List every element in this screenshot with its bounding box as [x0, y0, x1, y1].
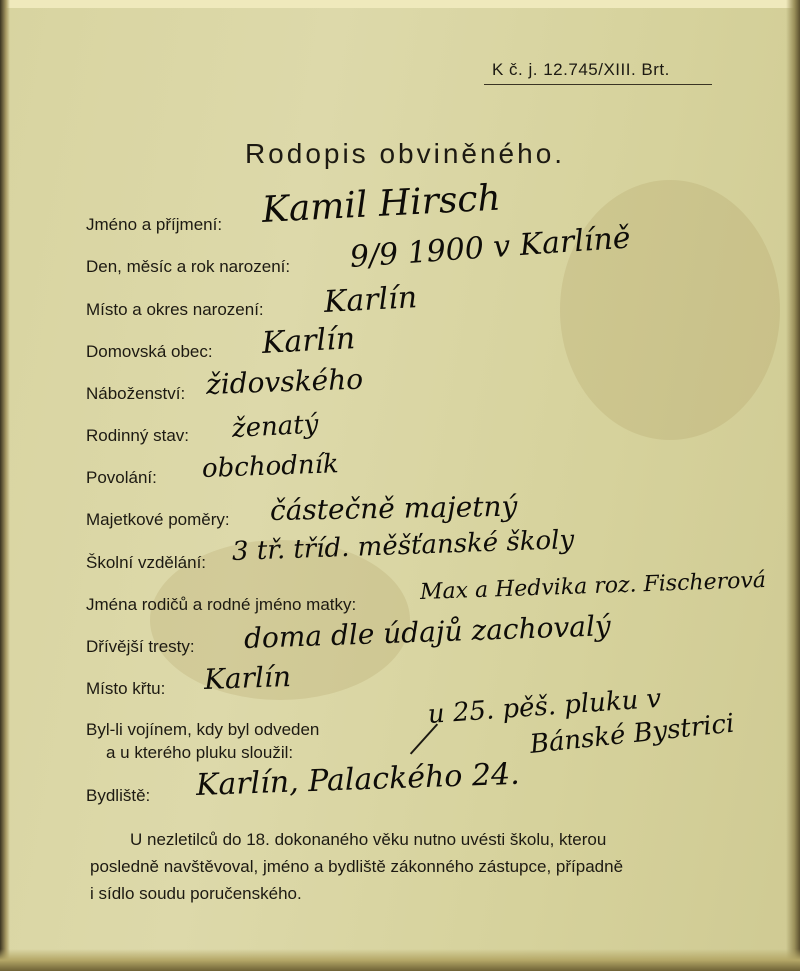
military-handwritten-line2: Bánské Bystrici: [528, 708, 736, 760]
document-reference: K č. j. 12.745/XIII. Brt.: [492, 60, 670, 79]
previous-convictions-handwritten: doma dle údajů zachovalý: [243, 609, 612, 655]
previous-convictions-label: Dřívější tresty:: [86, 637, 195, 656]
property-label: Majetkové poměry:: [86, 510, 230, 529]
page-title: Rodopis obviněného.: [244, 138, 566, 169]
name-label: Jméno a příjmení:: [86, 215, 223, 234]
footnote: [90, 826, 730, 907]
occupation-label: Povolání:: [86, 468, 157, 487]
reference-underline: [484, 84, 712, 85]
religion-handwritten: židovského: [205, 362, 364, 401]
marital-status-label: Rodinný stav:: [86, 426, 189, 445]
residence-label: Bydliště:: [86, 786, 151, 805]
education-label: Školní vzdělání:: [86, 553, 207, 572]
footnote-line1: U nezletilců do 18. dokonaného věku nutno uvésti školu, kterou: [130, 830, 607, 849]
religion-label: Náboženství:: [86, 384, 186, 403]
education-handwritten: 3 tř. tříd. měšťanské školy: [231, 525, 575, 567]
paper-edge-bottom: [0, 949, 800, 971]
property-handwritten: částečně majetný: [269, 489, 518, 527]
baptism-place-handwritten: Karlín: [203, 659, 292, 696]
residence-handwritten: Karlín, Palackého 24.: [195, 756, 521, 803]
paper-stain: [560, 180, 780, 440]
paper-edge-top: [0, 0, 800, 8]
parents-handwritten: Max a Hedvika roz. Fischerová: [419, 567, 767, 605]
footnote-line3: i sídlo soudu poručenského.: [90, 884, 302, 903]
military-handwritten-line1: u 25. pěš. pluku v: [426, 683, 663, 730]
military-label-line2: a u kterého pluku sloužil:: [106, 743, 294, 762]
birth-date-handwritten: 9/9 1900 v Karlíně: [348, 220, 632, 275]
military-label-line1: Byl-li vojínem, kdy byl odveden: [86, 720, 320, 739]
baptism-place-label: Místo křtu:: [86, 679, 166, 698]
home-municipality-label: Domovská obec:: [86, 342, 213, 361]
footnote-line2: posledně navštěvoval, jméno a bydliště zákonného zástupce, případně: [90, 857, 624, 876]
birth-date-label: Den, měsíc a rok narození:: [86, 257, 291, 276]
parents-label: Jména rodičů a rodné jméno matky:: [86, 595, 357, 614]
occupation-handwritten: obchodník: [201, 449, 340, 484]
birth-place-handwritten: Karlín: [323, 280, 418, 320]
name-handwritten: Kamil Hirsch: [260, 177, 502, 231]
marital-status-handwritten: ženatý: [231, 409, 320, 444]
birth-place-label: Místo a okres narození:: [86, 300, 264, 319]
home-municipality-handwritten: Karlín: [261, 321, 356, 361]
